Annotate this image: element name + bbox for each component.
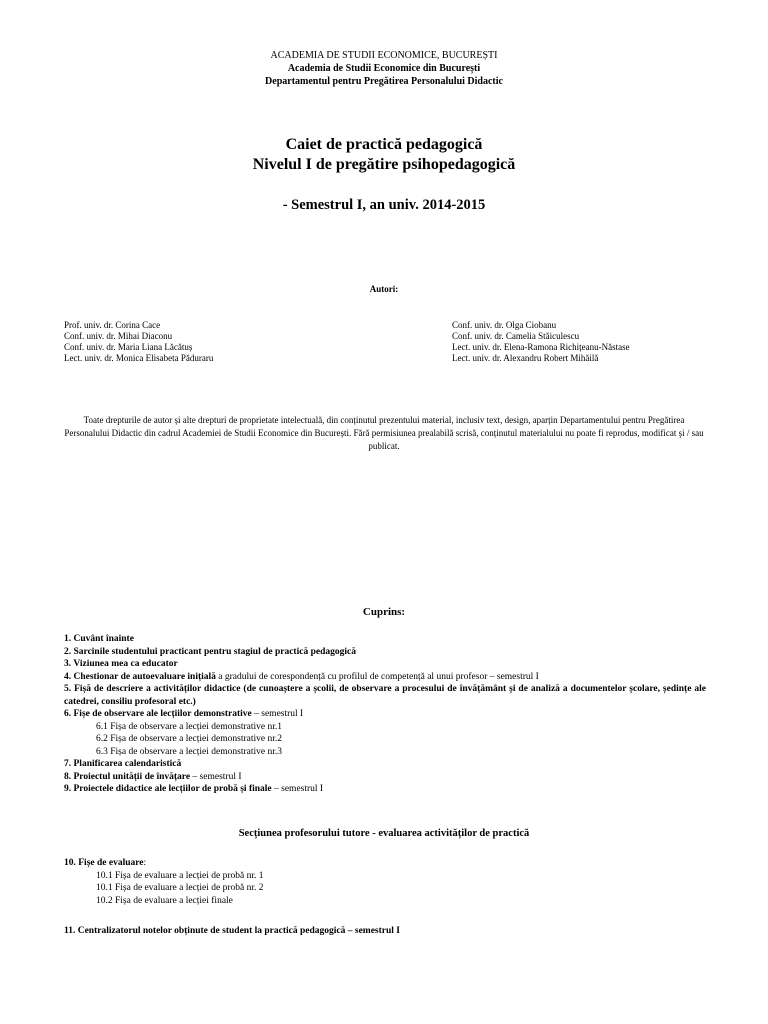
author-name: Lect. univ. dr. Alexandru Robert Mihăilă	[452, 353, 599, 363]
authors-heading: Autori:	[369, 284, 399, 294]
toc-item-detail: :	[143, 858, 147, 868]
toc-item: 1. Cuvânt înainte	[64, 634, 134, 644]
toc-item-title: 9. Proiectele didactice ale lecțiilor de probă și finale	[64, 784, 272, 794]
author-name: Prof. univ. dr. Corina Cace	[64, 320, 161, 330]
semester-line: - Semestrul I, an univ. 2014-2015	[282, 197, 486, 213]
toc-subitem: 10.1 Fișa de evaluare a lecției de probă nr. 1	[96, 870, 264, 881]
institution-header	[0, 49, 768, 88]
copyright-notice: Toate drepturile de autor și alte drepturi de proprietate intelectuală, din conținutul prezentului material, inclusiv text, design, aparțin Departamentului pentru Pregătirea Personalului Didactic din cadrul Academiei de Studii Economice din București. Fără permisiunea prealabilă scrisă, conținutul materialului nu poate fi reprodus, modificat și / sau publicat.	[64, 415, 704, 451]
author-name: Conf. univ. dr. Olga Ciobanu	[452, 320, 557, 330]
toc-item: 5. Fișă de descriere a activităților didactice (de cunoaștere a școlii, de observare a procesului de învățământ și de analiză a documentelor școlare, ședințe ale catedrei, consiliu profesoral etc.)	[64, 684, 706, 707]
toc-item	[64, 708, 706, 721]
title-line-1: Caiet de practică pedagogică	[285, 136, 483, 153]
authors-left-column	[64, 320, 213, 364]
toc-item: 7. Planificarea calendaristică	[64, 759, 182, 769]
toc-item-title: 10. Fișe de evaluare	[64, 858, 144, 868]
author-name: Conf. univ. dr. Camelia Stăiculescu	[452, 331, 580, 341]
toc-item-detail: – semestrul I	[271, 784, 324, 794]
tutor-section-list	[64, 857, 706, 907]
header-line-1: ACADEMIA DE STUDII ECONOMICE, BUCUREȘTI	[270, 50, 498, 61]
toc-item	[64, 857, 706, 870]
toc-item-detail: – semestrul I	[190, 771, 242, 782]
toc-subitem: 10.1 Fișa de evaluare a lecției de probă nr. 2	[96, 883, 264, 893]
title-line-2: Nivelul I de pregătire psihopedagogică	[252, 156, 516, 173]
toc-subitem: 10.2 Fișa de evaluare a lecției finale	[96, 895, 233, 906]
author-name: Conf. univ. dr. Mihai Diaconu	[64, 331, 173, 341]
toc-heading: Cuprins:	[362, 606, 406, 618]
toc-item-detail: – semestrul I	[251, 709, 304, 719]
toc-item: 11. Centralizatorul notelor obținute de student la practică pedagogică – semestrul I	[64, 926, 400, 936]
header-line-3: Departamentul pentru Pregătirea Personalului Didactic	[265, 76, 503, 87]
table-of-contents	[64, 633, 706, 796]
toc-item	[64, 783, 706, 796]
toc-subitem: 6.1 Fișa de observare a lecției demonstrative nr.1	[96, 721, 282, 732]
toc-item: 2. Sarcinile studentului practicant pentru stagiul de practică pedagogică	[64, 646, 356, 657]
toc-item	[64, 671, 706, 684]
author-name: Conf. univ. dr. Maria Liana Lăcătuș	[64, 342, 193, 352]
header-line-2: Academia de Studii Economice din București	[287, 63, 481, 74]
tutor-section-heading: Secțiunea profesorului tutore - evaluarea activităților de practică	[238, 828, 530, 839]
toc-item-title: 6. Fișe de observare ale lecțiilor demonstrative	[64, 709, 252, 719]
toc-item-detail: a gradului de corespondență cu profilul de competență al unui profesor – semestrul I	[215, 671, 539, 682]
toc-subitem: 6.2 Fișa de observare a lecției demonstrative nr.2	[96, 734, 282, 744]
author-name: Lect. univ. dr. Monica Elisabeta Păduraru	[64, 353, 214, 363]
toc-item: 3. Viziunea mea ca educator	[64, 659, 178, 669]
toc-subitem: 6.3 Fișa de observare a lecției demonstrative nr.3	[96, 746, 282, 757]
toc-item-title: 8. Proiectul unității de învățare	[64, 771, 191, 782]
document-title	[0, 135, 768, 175]
toc-item	[64, 771, 706, 784]
authors-right-column	[452, 320, 630, 364]
author-name: Lect. univ. dr. Elena-Ramona Richițeanu-Năstase	[452, 342, 630, 352]
toc-item-title: 4. Chestionar de autoevaluare inițială	[64, 671, 216, 682]
